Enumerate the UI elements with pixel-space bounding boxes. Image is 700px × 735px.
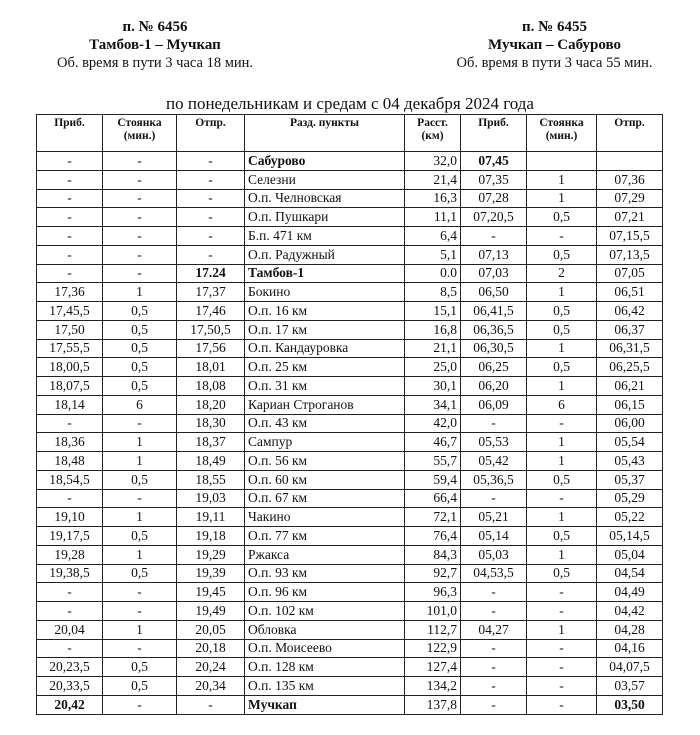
distance-cell: 21,1 [405, 339, 461, 358]
distance-cell: 96,3 [405, 583, 461, 602]
stop-1-cell: - [103, 170, 177, 189]
arrival-2-cell: 04,27 [461, 620, 527, 639]
train-6455-header [437, 18, 672, 72]
departure-2-cell: 06,15 [597, 395, 663, 414]
departure-1-cell: - [177, 245, 245, 264]
stop-2-cell: 1 [527, 339, 597, 358]
arrival-1-cell: 17,36 [37, 283, 103, 302]
arrival-2-cell: 05,14 [461, 527, 527, 546]
departure-2-cell: 07,05 [597, 264, 663, 283]
station-name-cell: Селезни [245, 170, 405, 189]
table-row [37, 320, 663, 339]
arrival-1-cell: - [37, 189, 103, 208]
departure-1-cell: 20,24 [177, 658, 245, 677]
stop-1-cell: 1 [103, 620, 177, 639]
arrival-2-cell: 07,28 [461, 189, 527, 208]
table-row [37, 658, 663, 677]
departure-2-cell: 06,00 [597, 414, 663, 433]
stop-2-cell: 0,5 [527, 358, 597, 377]
station-name-cell: О.п. Челновская [245, 189, 405, 208]
table-row [37, 508, 663, 527]
departure-2-cell: 05,37 [597, 470, 663, 489]
departure-1-cell: 19,45 [177, 583, 245, 602]
departure-2-cell: 05,04 [597, 545, 663, 564]
station-name-cell: О.п. 67 км [245, 489, 405, 508]
distance-cell: 92,7 [405, 564, 461, 583]
arrival-1-cell: 19,17,5 [37, 527, 103, 546]
arrival-2-cell: - [461, 602, 527, 621]
arrival-1-cell: 19,10 [37, 508, 103, 527]
stop-2-cell: - [527, 602, 597, 621]
arrival-2-cell: 05,53 [461, 433, 527, 452]
arrival-2-cell: - [461, 658, 527, 677]
stop-2-cell: 0,5 [527, 302, 597, 321]
stop-2-cell: 0,5 [527, 320, 597, 339]
stop-2-cell: 6 [527, 395, 597, 414]
table-row [37, 602, 663, 621]
distance-cell: 112,7 [405, 620, 461, 639]
distance-cell: 0.0 [405, 264, 461, 283]
col-header-arrival-2: Приб. [461, 115, 527, 152]
distance-cell: 59,4 [405, 470, 461, 489]
station-name-cell: Бокино [245, 283, 405, 302]
departure-1-cell: 19,18 [177, 527, 245, 546]
arrival-1-cell: - [37, 602, 103, 621]
arrival-1-cell: - [37, 264, 103, 283]
table-row [37, 245, 663, 264]
arrival-1-cell: 20,42 [37, 695, 103, 714]
stop-2-cell: - [527, 658, 597, 677]
arrival-2-cell: - [461, 677, 527, 696]
stop-2-cell: 1 [527, 170, 597, 189]
arrival-2-cell: - [461, 695, 527, 714]
station-name-cell: Чакино [245, 508, 405, 527]
table-row [37, 470, 663, 489]
col-header-station: Разд. пункты [245, 115, 405, 152]
departure-1-cell: 19,03 [177, 489, 245, 508]
stop-1-cell: 0,5 [103, 470, 177, 489]
distance-cell: 30,1 [405, 377, 461, 396]
station-name-cell: О.п. 25 км [245, 358, 405, 377]
departure-2-cell: 06,51 [597, 283, 663, 302]
station-name-cell: О.п. Радужный [245, 245, 405, 264]
stop-2-cell [527, 152, 597, 171]
arrival-1-cell: - [37, 583, 103, 602]
stop-2-cell: 1 [527, 433, 597, 452]
arrival-1-cell: 18,07,5 [37, 377, 103, 396]
arrival-1-cell: 17,55,5 [37, 339, 103, 358]
table-row [37, 433, 663, 452]
table-row [37, 564, 663, 583]
table-row [37, 339, 663, 358]
stop-2-cell: 0,5 [527, 564, 597, 583]
stop-2-cell: - [527, 695, 597, 714]
table-row [37, 189, 663, 208]
stop-2-cell: - [527, 489, 597, 508]
arrival-1-cell: - [37, 208, 103, 227]
stop-1-cell: - [103, 189, 177, 208]
departure-1-cell: 17,56 [177, 339, 245, 358]
station-name-cell: О.п. 17 км [245, 320, 405, 339]
distance-cell: 55,7 [405, 452, 461, 471]
stop-1-cell: 0,5 [103, 320, 177, 339]
station-name-cell: О.п. 102 км [245, 602, 405, 621]
departure-1-cell: 18,08 [177, 377, 245, 396]
departure-2-cell: 05,22 [597, 508, 663, 527]
distance-cell: 16,8 [405, 320, 461, 339]
stop-2-cell: - [527, 677, 597, 696]
departure-1-cell: 19,39 [177, 564, 245, 583]
station-name-cell: О.п. Моисеево [245, 639, 405, 658]
distance-cell: 76,4 [405, 527, 461, 546]
distance-cell: 84,3 [405, 545, 461, 564]
departure-1-cell: - [177, 227, 245, 246]
station-name-cell: Кариан Строганов [245, 395, 405, 414]
stop-1-cell: - [103, 695, 177, 714]
stop-2-cell: - [527, 414, 597, 433]
table-row [37, 545, 663, 564]
arrival-1-cell: - [37, 639, 103, 658]
stop-1-cell: 0,5 [103, 339, 177, 358]
table-row [37, 527, 663, 546]
stop-2-cell: 0,5 [527, 245, 597, 264]
stop-1-cell: - [103, 583, 177, 602]
arrival-1-cell: - [37, 414, 103, 433]
stop-1-cell: 6 [103, 395, 177, 414]
departure-1-cell: 19,49 [177, 602, 245, 621]
station-name-cell: Мучкап [245, 695, 405, 714]
stop-1-cell: 1 [103, 452, 177, 471]
arrival-2-cell: 06,41,5 [461, 302, 527, 321]
distance-cell: 42,0 [405, 414, 461, 433]
table-row [37, 170, 663, 189]
stop-1-cell: 1 [103, 508, 177, 527]
departure-2-cell: 07,36 [597, 170, 663, 189]
stop-2-cell: - [527, 583, 597, 602]
distance-cell: 15,1 [405, 302, 461, 321]
col-header-distance: Расст. (км) [405, 115, 461, 152]
station-name-cell: Обловка [245, 620, 405, 639]
table-row [37, 639, 663, 658]
schedule-table [36, 114, 663, 715]
distance-cell: 66,4 [405, 489, 461, 508]
arrival-1-cell: 19,28 [37, 545, 103, 564]
travel-time: Об. время в пути 3 часа 18 мин. [56, 55, 254, 71]
col-header-stop-1: Стоянка (мин.) [103, 115, 177, 152]
arrival-1-cell: - [37, 170, 103, 189]
col-header-arrival-1: Приб. [37, 115, 103, 152]
table-row [37, 414, 663, 433]
departure-1-cell: - [177, 189, 245, 208]
stop-1-cell: - [103, 208, 177, 227]
station-name-cell: Ржакса [245, 545, 405, 564]
train-route: Мучкап – Сабурово [487, 37, 621, 53]
arrival-2-cell: 05,21 [461, 508, 527, 527]
distance-cell: 11,1 [405, 208, 461, 227]
departure-1-cell: 18,20 [177, 395, 245, 414]
departure-2-cell: 03,57 [597, 677, 663, 696]
distance-cell: 127,4 [405, 658, 461, 677]
stop-1-cell: - [103, 227, 177, 246]
stop-1-cell: 0,5 [103, 564, 177, 583]
stop-2-cell: 0,5 [527, 527, 597, 546]
departure-1-cell: 18,55 [177, 470, 245, 489]
departure-2-cell: 05,43 [597, 452, 663, 471]
distance-cell: 6,4 [405, 227, 461, 246]
departure-2-cell: 07,15,5 [597, 227, 663, 246]
table-row [37, 227, 663, 246]
arrival-1-cell: - [37, 245, 103, 264]
stop-1-cell: 0,5 [103, 377, 177, 396]
arrival-1-cell: 18,14 [37, 395, 103, 414]
stop-1-cell: - [103, 264, 177, 283]
arrival-2-cell: - [461, 639, 527, 658]
stop-2-cell: 1 [527, 189, 597, 208]
departure-2-cell: 07,29 [597, 189, 663, 208]
arrival-2-cell: - [461, 414, 527, 433]
arrival-2-cell: - [461, 489, 527, 508]
stop-2-cell: 1 [527, 545, 597, 564]
arrival-1-cell: 17,50 [37, 320, 103, 339]
distance-cell: 122,9 [405, 639, 461, 658]
arrival-1-cell: 18,48 [37, 452, 103, 471]
train-number: п. № 6455 [522, 19, 587, 35]
arrival-2-cell: 05,36,5 [461, 470, 527, 489]
arrival-1-cell: 18,36 [37, 433, 103, 452]
arrival-2-cell: 07,45 [461, 152, 527, 171]
arrival-2-cell: 05,03 [461, 545, 527, 564]
departure-1-cell: 20,05 [177, 620, 245, 639]
station-name-cell: О.п. 16 км [245, 302, 405, 321]
departure-2-cell: 06,42 [597, 302, 663, 321]
station-name-cell: Сампур [245, 433, 405, 452]
departure-1-cell: 19,29 [177, 545, 245, 564]
departure-2-cell: 04,54 [597, 564, 663, 583]
departure-1-cell: 18,49 [177, 452, 245, 471]
arrival-2-cell: 06,50 [461, 283, 527, 302]
departure-2-cell: 04,28 [597, 620, 663, 639]
stop-2-cell: 1 [527, 283, 597, 302]
station-name-cell: О.п. 77 км [245, 527, 405, 546]
station-name-cell: О.п. 60 км [245, 470, 405, 489]
arrival-1-cell: 20,23,5 [37, 658, 103, 677]
station-name-cell: О.п. 128 км [245, 658, 405, 677]
arrival-1-cell: 18,00,5 [37, 358, 103, 377]
arrival-1-cell: 19,38,5 [37, 564, 103, 583]
departure-1-cell: - [177, 170, 245, 189]
station-name-cell: Сабурово [245, 152, 405, 171]
departure-2-cell: 04,16 [597, 639, 663, 658]
departure-2-cell: 06,25,5 [597, 358, 663, 377]
departure-1-cell: - [177, 695, 245, 714]
distance-cell: 46,7 [405, 433, 461, 452]
stop-2-cell: 2 [527, 264, 597, 283]
departure-2-cell: 05,29 [597, 489, 663, 508]
stop-1-cell: 1 [103, 283, 177, 302]
arrival-1-cell: 17,45,5 [37, 302, 103, 321]
departure-2-cell: 05,54 [597, 433, 663, 452]
distance-cell: 21,4 [405, 170, 461, 189]
departure-2-cell [597, 152, 663, 171]
station-name-cell: О.п. 135 км [245, 677, 405, 696]
col-header-stop-2: Стоянка (мин.) [527, 115, 597, 152]
departure-2-cell: 04,07,5 [597, 658, 663, 677]
arrival-2-cell: 06,30,5 [461, 339, 527, 358]
arrival-1-cell: - [37, 489, 103, 508]
station-name-cell: О.п. 93 км [245, 564, 405, 583]
arrival-2-cell: 07,13 [461, 245, 527, 264]
train-route: Тамбов-1 – Мучкап [89, 37, 221, 53]
departure-1-cell: 17,37 [177, 283, 245, 302]
stop-2-cell: 1 [527, 508, 597, 527]
station-name-cell: О.п. 43 км [245, 414, 405, 433]
departure-1-cell: 20,18 [177, 639, 245, 658]
stop-1-cell: 0,5 [103, 358, 177, 377]
departure-1-cell: 17,46 [177, 302, 245, 321]
col-header-departure-2: Отпр. [597, 115, 663, 152]
departure-2-cell: 06,31,5 [597, 339, 663, 358]
distance-cell: 5,1 [405, 245, 461, 264]
departure-1-cell: 20,34 [177, 677, 245, 696]
stop-2-cell: 1 [527, 620, 597, 639]
arrival-1-cell: - [37, 152, 103, 171]
departure-1-cell: 17.24 [177, 264, 245, 283]
distance-cell: 134,2 [405, 677, 461, 696]
departure-1-cell: 18,01 [177, 358, 245, 377]
arrival-2-cell: - [461, 227, 527, 246]
arrival-2-cell: 07,03 [461, 264, 527, 283]
table-row [37, 302, 663, 321]
stop-1-cell: - [103, 245, 177, 264]
stop-1-cell: 1 [103, 433, 177, 452]
departure-2-cell: 06,37 [597, 320, 663, 339]
stop-2-cell: 1 [527, 452, 597, 471]
departure-1-cell: - [177, 208, 245, 227]
arrival-1-cell: - [37, 227, 103, 246]
table-row [37, 395, 663, 414]
train-6456-header [30, 18, 280, 72]
arrival-1-cell: 20,33,5 [37, 677, 103, 696]
arrival-2-cell: 05,42 [461, 452, 527, 471]
table-row [37, 620, 663, 639]
station-name-cell: Тамбов-1 [245, 264, 405, 283]
stop-2-cell: 0,5 [527, 470, 597, 489]
distance-cell: 34,1 [405, 395, 461, 414]
distance-cell: 72,1 [405, 508, 461, 527]
col-header-departure-1: Отпр. [177, 115, 245, 152]
departure-1-cell: 18,30 [177, 414, 245, 433]
stop-1-cell: 0,5 [103, 527, 177, 546]
distance-cell: 8,5 [405, 283, 461, 302]
departure-2-cell: 06,21 [597, 377, 663, 396]
distance-cell: 137,8 [405, 695, 461, 714]
table-row [37, 358, 663, 377]
departure-1-cell: - [177, 152, 245, 171]
arrival-1-cell: 20,04 [37, 620, 103, 639]
stop-2-cell: 1 [527, 377, 597, 396]
arrival-2-cell: 07,35 [461, 170, 527, 189]
station-name-cell: О.п. Пушкари [245, 208, 405, 227]
table-header-row [37, 115, 663, 152]
table-row [37, 283, 663, 302]
stop-1-cell: 1 [103, 545, 177, 564]
schedule-rows [37, 152, 663, 715]
stop-2-cell: 0,5 [527, 208, 597, 227]
distance-cell: 32,0 [405, 152, 461, 171]
departure-1-cell: 17,50,5 [177, 320, 245, 339]
table-row [37, 377, 663, 396]
stop-2-cell: - [527, 227, 597, 246]
arrival-2-cell: 04,53,5 [461, 564, 527, 583]
stop-1-cell: - [103, 414, 177, 433]
table-row [37, 583, 663, 602]
stop-1-cell: 0,5 [103, 658, 177, 677]
departure-1-cell: 19,11 [177, 508, 245, 527]
stop-1-cell: 0,5 [103, 677, 177, 696]
departure-2-cell: 04,42 [597, 602, 663, 621]
stop-1-cell: - [103, 639, 177, 658]
schedule-subtitle: по понедельникам и средам с 04 декабря 2024 года [166, 94, 534, 113]
arrival-2-cell: 06,25 [461, 358, 527, 377]
stop-1-cell: - [103, 602, 177, 621]
stop-1-cell: - [103, 489, 177, 508]
arrival-2-cell: 06,09 [461, 395, 527, 414]
station-name-cell: О.п. 96 км [245, 583, 405, 602]
station-name-cell: О.п. Кандауровка [245, 339, 405, 358]
departure-2-cell: 05,14,5 [597, 527, 663, 546]
table-row [37, 208, 663, 227]
arrival-2-cell: - [461, 583, 527, 602]
stop-1-cell: - [103, 152, 177, 171]
arrival-2-cell: 06,20 [461, 377, 527, 396]
distance-cell: 16,3 [405, 189, 461, 208]
departure-2-cell: 07,21 [597, 208, 663, 227]
stop-2-cell: - [527, 639, 597, 658]
table-row [37, 677, 663, 696]
travel-time: Об. время в пути 3 часа 55 мин. [456, 55, 653, 71]
departure-2-cell: 07,13,5 [597, 245, 663, 264]
arrival-2-cell: 07,20,5 [461, 208, 527, 227]
station-name-cell: О.п. 56 км [245, 452, 405, 471]
departure-1-cell: 18,37 [177, 433, 245, 452]
table-row [37, 489, 663, 508]
departure-2-cell: 03,50 [597, 695, 663, 714]
stop-1-cell: 0,5 [103, 302, 177, 321]
station-name-cell: Б.п. 471 км [245, 227, 405, 246]
distance-cell: 101,0 [405, 602, 461, 621]
distance-cell: 25,0 [405, 358, 461, 377]
departure-2-cell: 04,49 [597, 583, 663, 602]
train-number: п. № 6456 [122, 19, 188, 35]
table-row [37, 264, 663, 283]
station-name-cell: О.п. 31 км [245, 377, 405, 396]
table-row [37, 452, 663, 471]
arrival-1-cell: 18,54,5 [37, 470, 103, 489]
table-row [37, 152, 663, 171]
arrival-2-cell: 06,36,5 [461, 320, 527, 339]
table-row [37, 695, 663, 714]
